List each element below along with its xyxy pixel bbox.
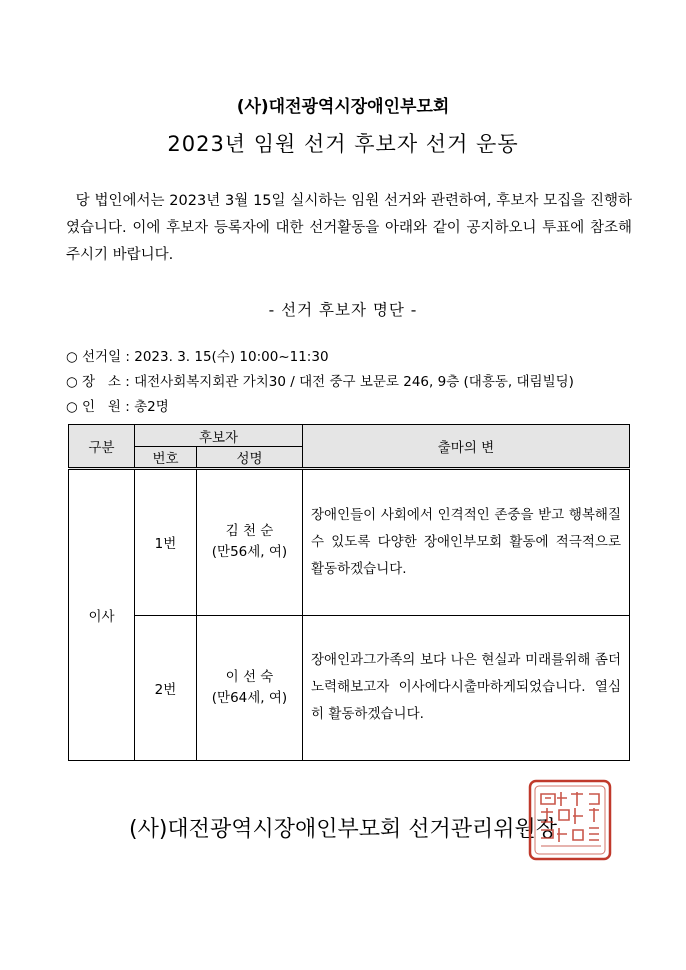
candidate-age: (만56세, 여) [211,544,288,561]
circle-bullet-icon: ○ [66,349,78,365]
info-location [66,370,574,390]
document-title: 2023년 임원 선거 후보자 선거 운동 [167,132,519,156]
info-text: 장 소 : 대전사회복지회관 가치30 / 대전 중구 보문로 246, 9층 (대흥동, 대림빌딩) [82,374,574,390]
intro-paragraph [66,188,632,269]
organization-title: (사)대전광역시장애인부모회 [236,97,450,117]
footer-signature: (사)대전광역시장애인부모회 선거관리위원장 [129,817,557,842]
info-headcount [66,395,169,415]
header-name: 성명 [197,447,303,469]
info-election-date [66,345,329,365]
intro-text: 당 법인에서는 2023년 3월 15일 실시하는 임원 선거와 관련하여, 후보자 모집을 진행하였습니다. 이에 후보자 등록자에 대한 선거활동을 아래와 같이 공지하오니 투표에 참조해 주시기 바랍니다. [66,193,633,263]
name-cell [197,615,303,761]
circle-bullet-icon: ○ [66,374,78,390]
header-category: 구분 [69,425,135,469]
speech-cell: 장애인들이 사회에서 인격적인 존중을 받고 행복해질 수 있도록 다양한 장애인부모회 활동에 적극적으로 활동하겠습니다. [303,469,630,616]
section-title: - 선거 후보자 명단 - [268,301,418,319]
candidate-name: 김 천 순 [225,523,274,540]
table-row [69,615,630,761]
table-row [69,469,630,616]
name-cell [197,469,303,616]
header-number: 번호 [135,447,197,469]
number-cell: 2번 [135,615,197,761]
header-speech: 출마의 변 [303,425,630,469]
info-text: 선거일 : 2023. 3. 15(수) 10:00~11:30 [82,349,329,365]
candidate-age: (만64세, 여) [211,689,288,706]
speech-cell: 장애인과그가족의 보다 나은 현실과 미래를위해 좀더 노력해보고자 이사에다시출마하게되었습니다. 열심히 활동하겠습니다. [303,615,630,761]
candidate-name: 이 선 숙 [225,668,274,685]
official-seal-icon [527,778,613,862]
header-candidate: 후보자 [135,425,303,447]
number-cell: 1번 [135,469,197,616]
info-text: 인 원 : 총2명 [82,399,169,415]
category-cell: 이사 [69,469,135,761]
circle-bullet-icon: ○ [66,399,78,415]
candidate-table [68,424,630,761]
